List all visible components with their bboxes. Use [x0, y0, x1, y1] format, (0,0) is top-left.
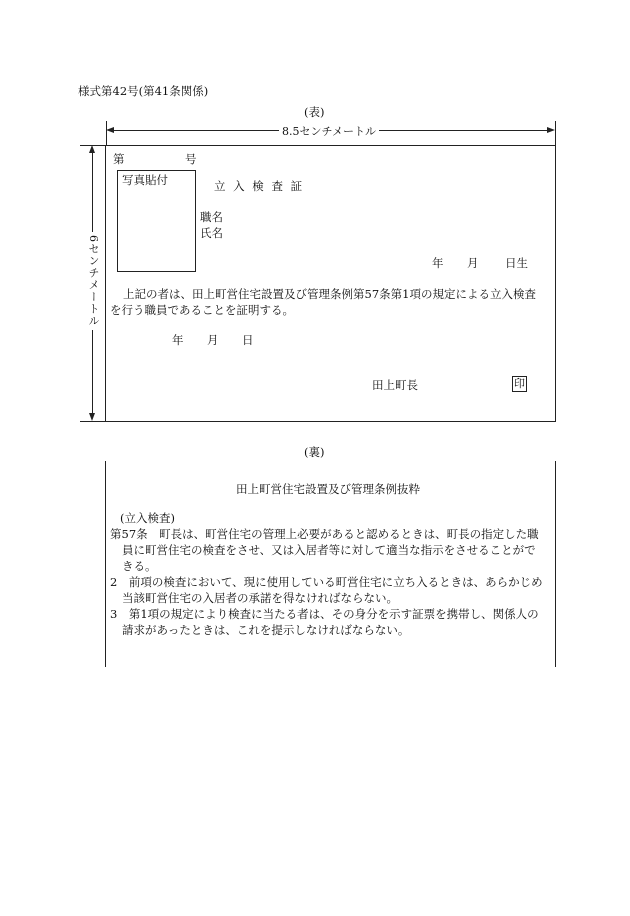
card-number-suffix: 号	[185, 152, 197, 166]
card-border-right	[555, 145, 556, 422]
name-label: 氏名	[200, 226, 223, 240]
paragraph3-line2: 請求があったときは、これを提示しなければならない。	[122, 623, 410, 637]
paragraph3-line1: 3 第1項の規定により検査に当たる者は、その身分を示す証票を携帯し、関係人の	[110, 607, 539, 621]
width-dimension-tick-right	[555, 121, 556, 145]
section-heading: (立入検査)	[120, 511, 175, 525]
height-dimension-label: 6センチメートル	[85, 232, 101, 330]
width-arrow-right-icon	[547, 127, 555, 133]
issue-month-label: 月	[207, 333, 219, 347]
paragraph2-line2: 当該町営住宅の入居者の承諾を得なければならない。	[122, 591, 398, 605]
photo-box	[117, 170, 196, 272]
form-title: 様式第42号(第41条関係)	[78, 84, 209, 98]
certification-text-line2: を行う職員であることを証明する。	[110, 303, 294, 317]
photo-label: 写真貼付	[122, 173, 168, 187]
card-border-left	[105, 145, 106, 422]
card-border-top	[105, 145, 556, 146]
front-side-label: (表)	[304, 105, 325, 119]
article57-line3: きる。	[122, 559, 157, 573]
card-border-bottom	[105, 421, 556, 422]
card-title: 立 入 検 査 証	[214, 179, 305, 193]
position-label: 職名	[200, 210, 223, 224]
back-side-label: (裏)	[304, 445, 325, 459]
height-arrow-down-icon	[89, 413, 95, 421]
birth-month-label: 月	[467, 256, 479, 270]
paragraph2-line1: 2 前項の検査において、現に使用している町営住宅に立ち入るときは、あらかじめ	[110, 575, 543, 589]
issue-year-label: 年	[172, 333, 184, 347]
seal-icon: 印	[514, 377, 525, 390]
height-arrow-up-icon	[89, 145, 95, 153]
width-dimension-label: 8.5センチメートル	[279, 123, 379, 139]
excerpt-title: 田上町営住宅設置及び管理条例抜粋	[236, 482, 420, 496]
issuer-label: 田上町長	[372, 378, 418, 392]
issue-day-label: 日	[242, 333, 254, 347]
birth-day-label: 日生	[505, 256, 528, 270]
width-arrow-left-icon	[106, 127, 114, 133]
certification-text-line1: 上記の者は、田上町営住宅設置及び管理条例第57条第1項の規定による立入検査	[123, 287, 536, 301]
article57-line2: 員に町営住宅の検査をさせ、又は入居者等に対して適当な指示をさせることがで	[122, 543, 536, 557]
width-dimension-tick-left	[106, 121, 107, 145]
height-dimension-tick-bottom	[80, 421, 105, 422]
article57-line1: 第57条 町長は、町営住宅の管理上必要があると認めるときは、町長の指定した職	[110, 527, 539, 541]
back-border-right	[555, 461, 556, 667]
birth-year-label: 年	[432, 256, 444, 270]
card-number-prefix: 第	[113, 152, 125, 166]
back-border-left	[105, 461, 106, 667]
